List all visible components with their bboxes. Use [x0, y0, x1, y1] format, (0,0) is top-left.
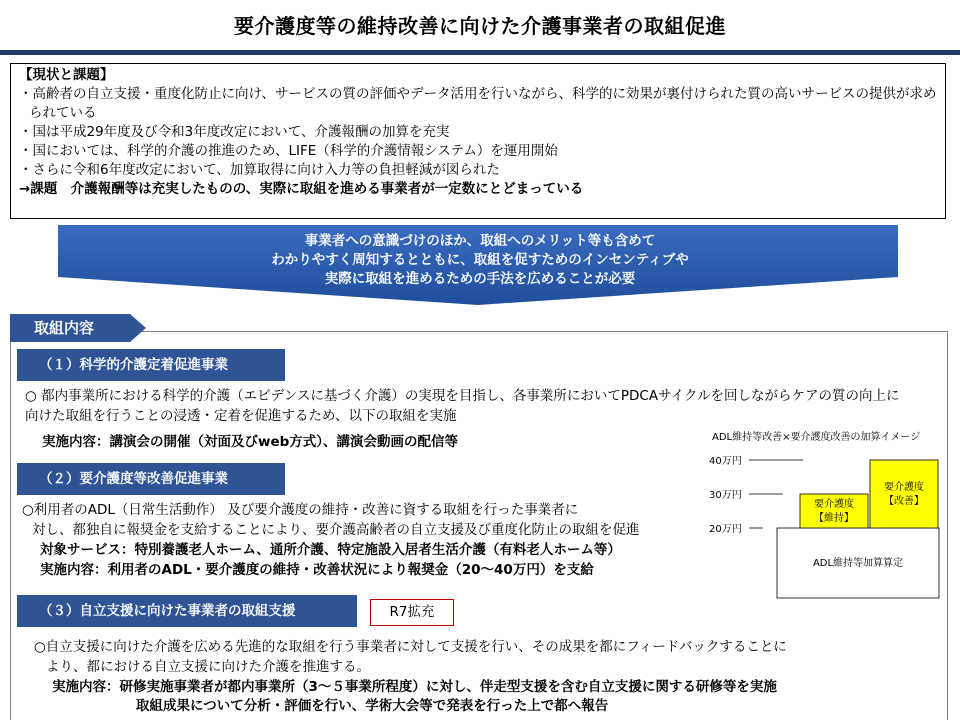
y-tick-label: 40万円	[709, 456, 742, 467]
page-title: 要介護度等の維持改善に向けた介護事業者の取組促進	[234, 14, 726, 38]
arrow-message-line: わかりやすく周知するとともに、取組を促すためのインセンティブや	[271, 252, 689, 268]
item2-detail: 実施内容：利用者のADL・要介護度の維持・改善状況により報奨金（20～40万円）を支給	[40, 562, 594, 578]
item3-heading: （３）自立支援に向けた事業者の取組支援	[17, 595, 357, 627]
chart-block	[870, 460, 938, 528]
title-underline	[0, 50, 960, 55]
arrow-message-line: 事業者への意識づけのほか、取組へのメリット等も含めて	[304, 233, 656, 249]
section-label: 取組内容	[34, 319, 95, 337]
addon-chart	[705, 448, 945, 603]
item1-text-line: ○ 都内事業所における科学的介護（エビデンスに基づく介護）の実現を目指し、各事業所においてPDCAサイクルを回しながらケアの質の向上に	[25, 388, 900, 404]
y-tick-label: 20万円	[709, 524, 742, 535]
y-tick-label: 30万円	[709, 490, 742, 501]
chart-block-label: 【維持】	[814, 513, 854, 524]
chart-block-label: ADL維持等加算算定	[812, 558, 904, 569]
item2-heading: （２）要介護度等改善促進事業	[17, 463, 285, 495]
chart-block-label: 要介護度	[884, 482, 924, 493]
item1-text-line: 向けた取組を行うことの浸透・定着を促進するため、以下の取組を実施	[25, 408, 457, 424]
status-bullet: ・高齢者の自立支援・重度化防止に向け、サービスの質の評価やデータ活用を行いながら、科学的に効果が裏付けられた質の高いサービスの提供が求められている	[19, 86, 937, 121]
arrow-message-line: 実際に取組を進めるための手法を広めることが必要	[324, 271, 636, 287]
item3-text	[34, 637, 944, 677]
item2-text-line: 対し、都独自に報奨金を支給することにより、要介護高齢者の自立支援及び重度化防止の取組を促進	[32, 522, 640, 538]
chart-title: ADL維持等改善×要介護度改善の加算イメージ	[712, 432, 921, 443]
status-bullet: ・国は平成29年度及び令和3年度改定において、介護報酬の加算を充実	[19, 124, 450, 140]
chart-block-label: 要介護度	[814, 499, 854, 510]
item1-heading: （１）科学的介護定着促進事業	[17, 349, 285, 381]
status-heading: 【現状と課題】	[19, 67, 114, 83]
status-box	[10, 63, 946, 219]
arrow-message	[180, 232, 780, 289]
item1-detail: 実施内容：講演会の開催（対面及びweb方式）、講演会動画の配信等	[42, 434, 459, 450]
status-bullet: ・国においては、科学的介護の推進のため、LIFE（科学的介護情報システム）を運用開始	[19, 143, 558, 159]
chart-block-label: 【改善】	[884, 496, 924, 507]
item1-text	[25, 386, 945, 426]
item3-text-line: ○自立支援に向けた介護を広める先進的な取組を行う事業者に対して支援を行い、その成果を都にフィードバックすることに	[34, 639, 787, 655]
item3-text-line: より、都における自立支援に向けた介護を推進する。	[46, 659, 370, 675]
item3-detail: 実施内容：研修実施事業者が都内事業所（3～５事業所程度）に対し、伴走型支援を含む自立支援に関する研修等を実施	[52, 679, 777, 695]
status-issue: →課題 介護報酬等は充実したものの、実際に取組を進める事業者が一定数にとどまっている	[19, 181, 584, 197]
r7-badge: R7拡充	[370, 599, 454, 626]
item2-text	[22, 500, 712, 540]
item2-text-line: ○利用者のADL（日常生活動作） 及び要介護度の維持・改善に資する取組を行った事業者に	[22, 502, 579, 518]
item3-detail: 取組成果について分析・評価を行い、学術大会等で発表を行った上で都へ報告	[136, 698, 609, 714]
item2-services: 対象サービス：特別養護老人ホーム、通所介護、特定施設入居者生活介護（有料老人ホーム等）	[40, 542, 621, 558]
status-bullet: ・さらに令和6年度改定において、加算取得に向け入力等の負担軽減が図られた	[19, 162, 500, 178]
